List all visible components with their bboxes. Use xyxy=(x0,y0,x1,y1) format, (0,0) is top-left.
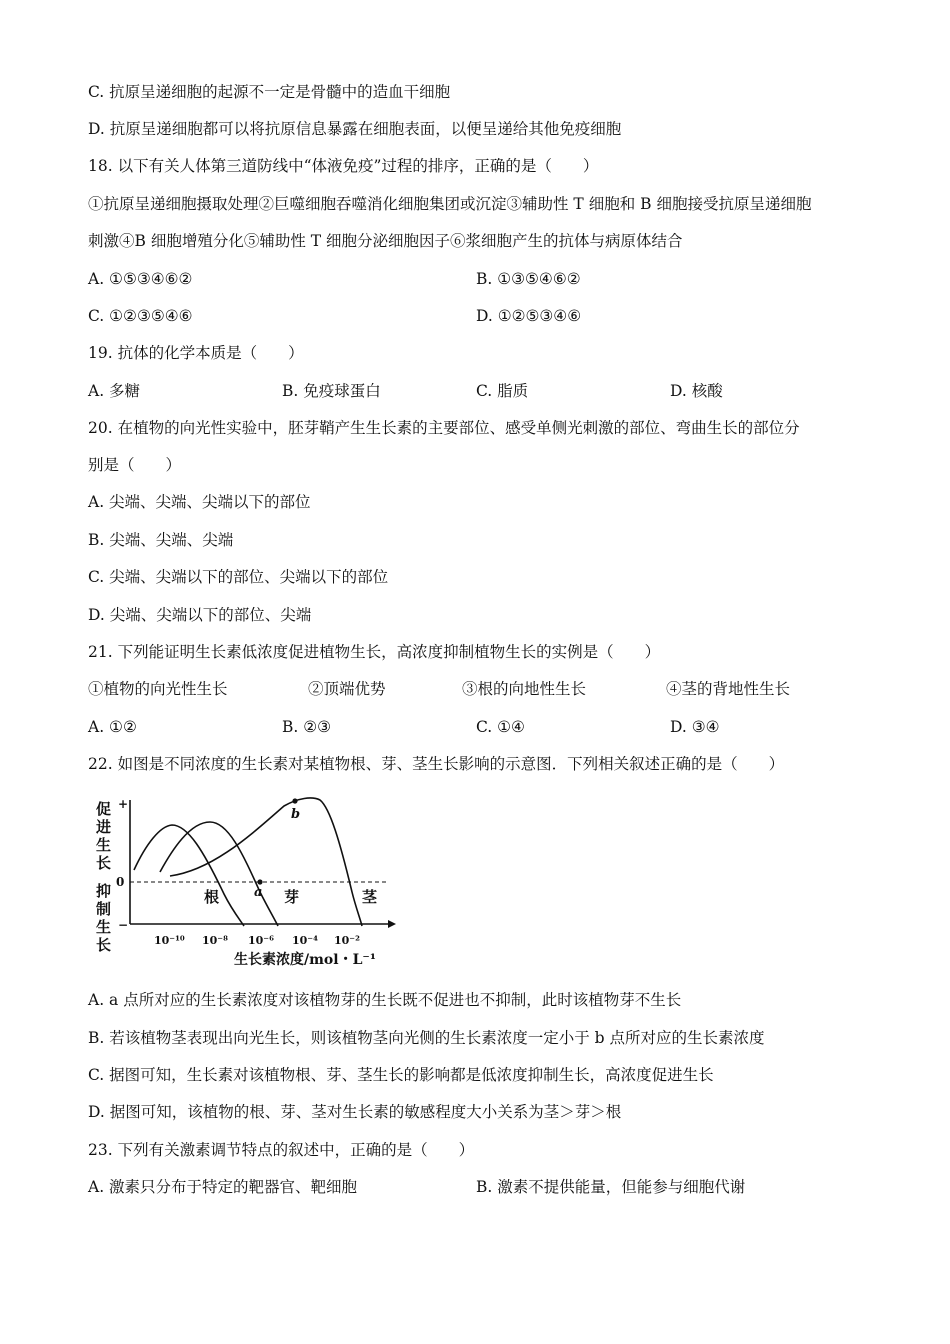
y-top-label-1: 促 xyxy=(96,800,112,818)
question-21-option-b: B. ②③ xyxy=(282,718,332,736)
point-b xyxy=(292,798,297,803)
question-19-option-b: B. 免疫球蛋白 xyxy=(282,382,381,400)
question-21-item-4: ④茎的背地性生长 xyxy=(666,680,791,698)
question-21-item-3: ③根的向地性生长 xyxy=(462,680,587,698)
question-21-stem: 21. 下列能证明生长素低浓度促进植物生长，高浓度抑制植物生长的实例是（ ） xyxy=(88,643,661,661)
question-20-stem-line1: 20. 在植物的向光性实验中，胚芽鞘产生生长素的主要部位、感受单侧光刺激的部位、弯曲生长的部位分 xyxy=(88,419,800,437)
auxin-curves-svg xyxy=(84,792,404,972)
y-bottom-label-1: 抑 xyxy=(96,882,112,900)
question-18-steps-line1: ①抗原呈递细胞摄取处理②巨噬细胞吞噬消化细胞集团或沉淀③辅助性 T 细胞和 B 细胞接受抗原呈递细胞 xyxy=(88,195,812,213)
question-20-option-c: C. 尖端、尖端以下的部位、尖端以下的部位 xyxy=(88,568,389,586)
point-a xyxy=(257,879,262,884)
question-18-steps-line2: 刺激④B 细胞增殖分化⑤辅助性 T 细胞分泌细胞因子⑥浆细胞产生的抗体与病原体结合 xyxy=(88,232,683,250)
question-18-option-b: B. ①③⑤④⑥② xyxy=(476,270,581,288)
y-top-label-4: 长 xyxy=(96,854,112,872)
x-tick-4: 10⁻⁴ xyxy=(292,934,318,947)
y-zero-label: 0 xyxy=(116,875,125,889)
x-tick-3: 10⁻⁶ xyxy=(248,934,274,947)
question-20-option-d: D. 尖端、尖端以下的部位、尖端 xyxy=(88,606,312,624)
question-20-option-a: A. 尖端、尖端、尖端以下的部位 xyxy=(88,493,311,511)
question-19-option-d: D. 核酸 xyxy=(670,382,723,400)
bud-label: 芽 xyxy=(284,888,300,906)
y-top-label-2: 进 xyxy=(96,818,112,836)
point-b-label: b xyxy=(291,807,301,822)
question-23-option-b: B. 激素不提供能量，但能参与细胞代谢 xyxy=(476,1178,746,1196)
question-21-option-c: C. ①④ xyxy=(476,718,525,736)
y-plus-label: + xyxy=(118,797,129,811)
question-18-option-d: D. ①②⑤③④⑥ xyxy=(476,307,582,325)
question-19-option-a: A. 多糖 xyxy=(88,382,141,400)
question-21-item-2: ②顶端优势 xyxy=(308,680,386,698)
question-23-stem: 23. 下列有关激素调节特点的叙述中，正确的是（ ） xyxy=(88,1141,475,1159)
option-17d: D. 抗原呈递细胞都可以将抗原信息暴露在细胞表面，以便呈递给其他免疫细胞 xyxy=(88,120,622,138)
question-20-option-b: B. 尖端、尖端、尖端 xyxy=(88,531,234,549)
question-19-stem: 19. 抗体的化学本质是（ ） xyxy=(88,344,304,362)
question-21-option-a: A. ①② xyxy=(88,718,137,736)
question-18-option-a: A. ①⑤③④⑥② xyxy=(88,270,193,288)
root-curve xyxy=(134,825,244,926)
x-axis-label: 生长素浓度/mol・L⁻¹ xyxy=(234,952,376,968)
x-tick-1: 10⁻¹⁰ xyxy=(154,934,185,947)
question-22-option-c: C. 据图可知，生长素对该植物根、芽、茎生长的影响都是低浓度抑制生长，高浓度促进生长 xyxy=(88,1066,714,1084)
question-23-option-a: A. 激素只分布于特定的靶器官、靶细胞 xyxy=(88,1178,358,1196)
stem-label: 茎 xyxy=(362,888,378,906)
y-bottom-label-3: 生 xyxy=(96,918,112,936)
point-a-label: a xyxy=(254,885,263,900)
x-axis-arrow xyxy=(388,920,396,928)
question-22-option-b: B. 若该植物茎表现出向光生长，则该植物茎向光侧的生长素浓度一定小于 b 点所对应的生长素浓度 xyxy=(88,1029,765,1047)
stem-curve xyxy=(170,798,362,926)
question-21-option-d: D. ③④ xyxy=(670,718,720,736)
question-19-option-c: C. 脂质 xyxy=(476,382,529,400)
question-22-option-a: A. a 点所对应的生长素浓度对该植物芽的生长既不促进也不抑制，此时该植物芽不生长 xyxy=(88,991,682,1009)
option-17c: C. 抗原呈递细胞的起源不一定是骨髓中的造血干细胞 xyxy=(88,83,451,101)
auxin-concentration-figure xyxy=(84,792,404,972)
question-18-stem: 18. 以下有关人体第三道防线中“体液免疫”过程的排序，正确的是（ ） xyxy=(88,157,599,175)
x-tick-5: 10⁻² xyxy=(334,934,360,947)
root-label: 根 xyxy=(204,888,220,906)
y-top-label-3: 生 xyxy=(96,836,112,854)
x-tick-2: 10⁻⁸ xyxy=(202,934,228,947)
question-21-item-1: ①植物的向光性生长 xyxy=(88,680,228,698)
question-18-option-c: C. ①②③⑤④⑥ xyxy=(88,307,193,325)
y-minus-label: − xyxy=(118,918,129,932)
question-22-option-d: D. 据图可知，该植物的根、芽、茎对生长素的敏感程度大小关系为茎＞芽＞根 xyxy=(88,1103,622,1121)
question-22-stem: 22. 如图是不同浓度的生长素对某植物根、芽、茎生长影响的示意图．下列相关叙述正确的是（ ） xyxy=(88,755,785,773)
question-20-stem-line2: 别是（ ） xyxy=(88,456,182,474)
y-bottom-label-4: 长 xyxy=(96,936,112,954)
y-bottom-label-2: 制 xyxy=(96,900,112,918)
